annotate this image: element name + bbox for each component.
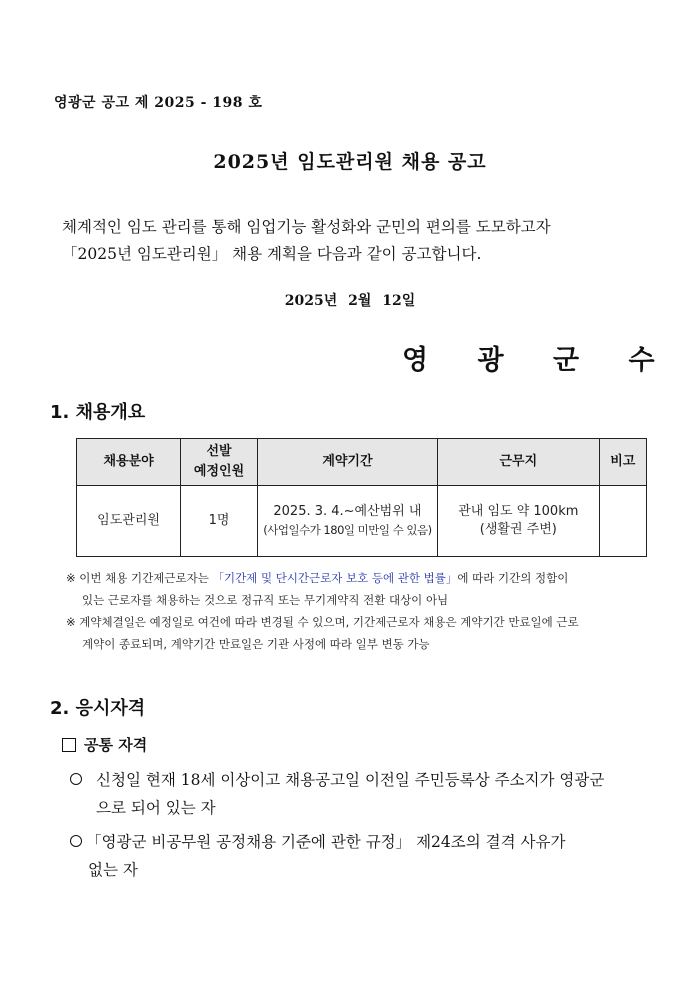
notice-number: 영광군 공고 제 2025 - 198 호 (54, 95, 263, 111)
note-1-law-reference: 「기간제 및 단시간근로자 보호 등에 관한 법률」 (212, 571, 458, 585)
intro-paragraph-line1: 체계적인 임도 관리를 통해 임업기능 활성화와 군민의 편의를 도모하고자 (62, 218, 551, 236)
header-count-line2: 예정인원 (193, 464, 245, 479)
cell-location (437, 486, 599, 557)
header-count (181, 439, 258, 486)
table-header-row (77, 439, 647, 486)
bullet-2-line2: 없는 자 (88, 861, 138, 879)
header-location: 근무지 (437, 439, 599, 486)
checkbox-square-icon (62, 738, 76, 752)
note-1-line1 (66, 570, 568, 586)
table-row (77, 486, 647, 557)
document-title: 2025년 임도관리원 채용 공고 (213, 151, 487, 173)
subheading-label: 공통 자격 (84, 736, 148, 754)
cell-location-line2: (생활권 주변) (479, 522, 557, 537)
hollow-circle-bullet-icon (70, 773, 82, 785)
note-2-line1: ※ 계약체결일은 예정일로 여건에 따라 변경될 수 있으며, 기간제근로자 채용은 계약기간 만료일에 근로 (66, 615, 579, 629)
note-1-prefix: ※ 이번 채용 기간제근로자는 (66, 571, 213, 585)
issuer-name: 영 광 군 수 (402, 345, 675, 376)
header-remarks: 비고 (599, 439, 646, 486)
cell-location-line1: 관내 임도 약 100km (458, 504, 579, 519)
cell-period-line1: 2025. 3. 4.~예산범위 내 (273, 504, 422, 519)
note-1-line2: 있는 근로자를 채용하는 것으로 정규직 또는 무기계약직 전환 대상이 아님 (82, 593, 449, 607)
section-title-overview: 1. 채용개요 (50, 402, 146, 423)
header-field: 채용분야 (77, 439, 181, 486)
section-title-qualifications: 2. 응시자격 (50, 698, 146, 719)
header-count-line1: 선발 (206, 444, 232, 459)
subheading-common-qualifications (62, 734, 147, 755)
recruitment-overview-table (76, 438, 647, 557)
intro-paragraph-line2: 「2025년 임도관리원」 채용 계획을 다음과 같이 공고합니다. (62, 245, 482, 263)
cell-period (257, 486, 437, 557)
cell-remarks (599, 486, 646, 557)
list-item (70, 768, 604, 790)
bullet-1-line1: 신청일 현재 18세 이상이고 채용공고일 이전일 주민등록상 주소지가 영광군 (96, 771, 605, 789)
header-period: 계약기간 (257, 439, 437, 486)
hollow-circle-bullet-icon (70, 835, 82, 847)
note-1-suffix: 에 따라 기간의 정함이 (457, 571, 569, 585)
note-2-line2: 계약이 종료되며, 계약기간 만료일은 기관 사정에 따라 일부 변동 가능 (82, 637, 430, 651)
cell-count: 1명 (181, 486, 258, 557)
list-item (70, 830, 565, 852)
announcement-date: 2025년 2월 12일 (284, 293, 416, 309)
cell-period-line2: (사업일수가 180일 미만일 수 있음) (263, 523, 432, 537)
cell-field: 임도관리원 (77, 486, 181, 557)
bullet-1-line2: 으로 되어 있는 자 (96, 799, 216, 817)
bullet-2-line1: 「영광군 비공무원 공정채용 기준에 관한 규정」 제24조의 결격 사유가 (86, 833, 566, 851)
